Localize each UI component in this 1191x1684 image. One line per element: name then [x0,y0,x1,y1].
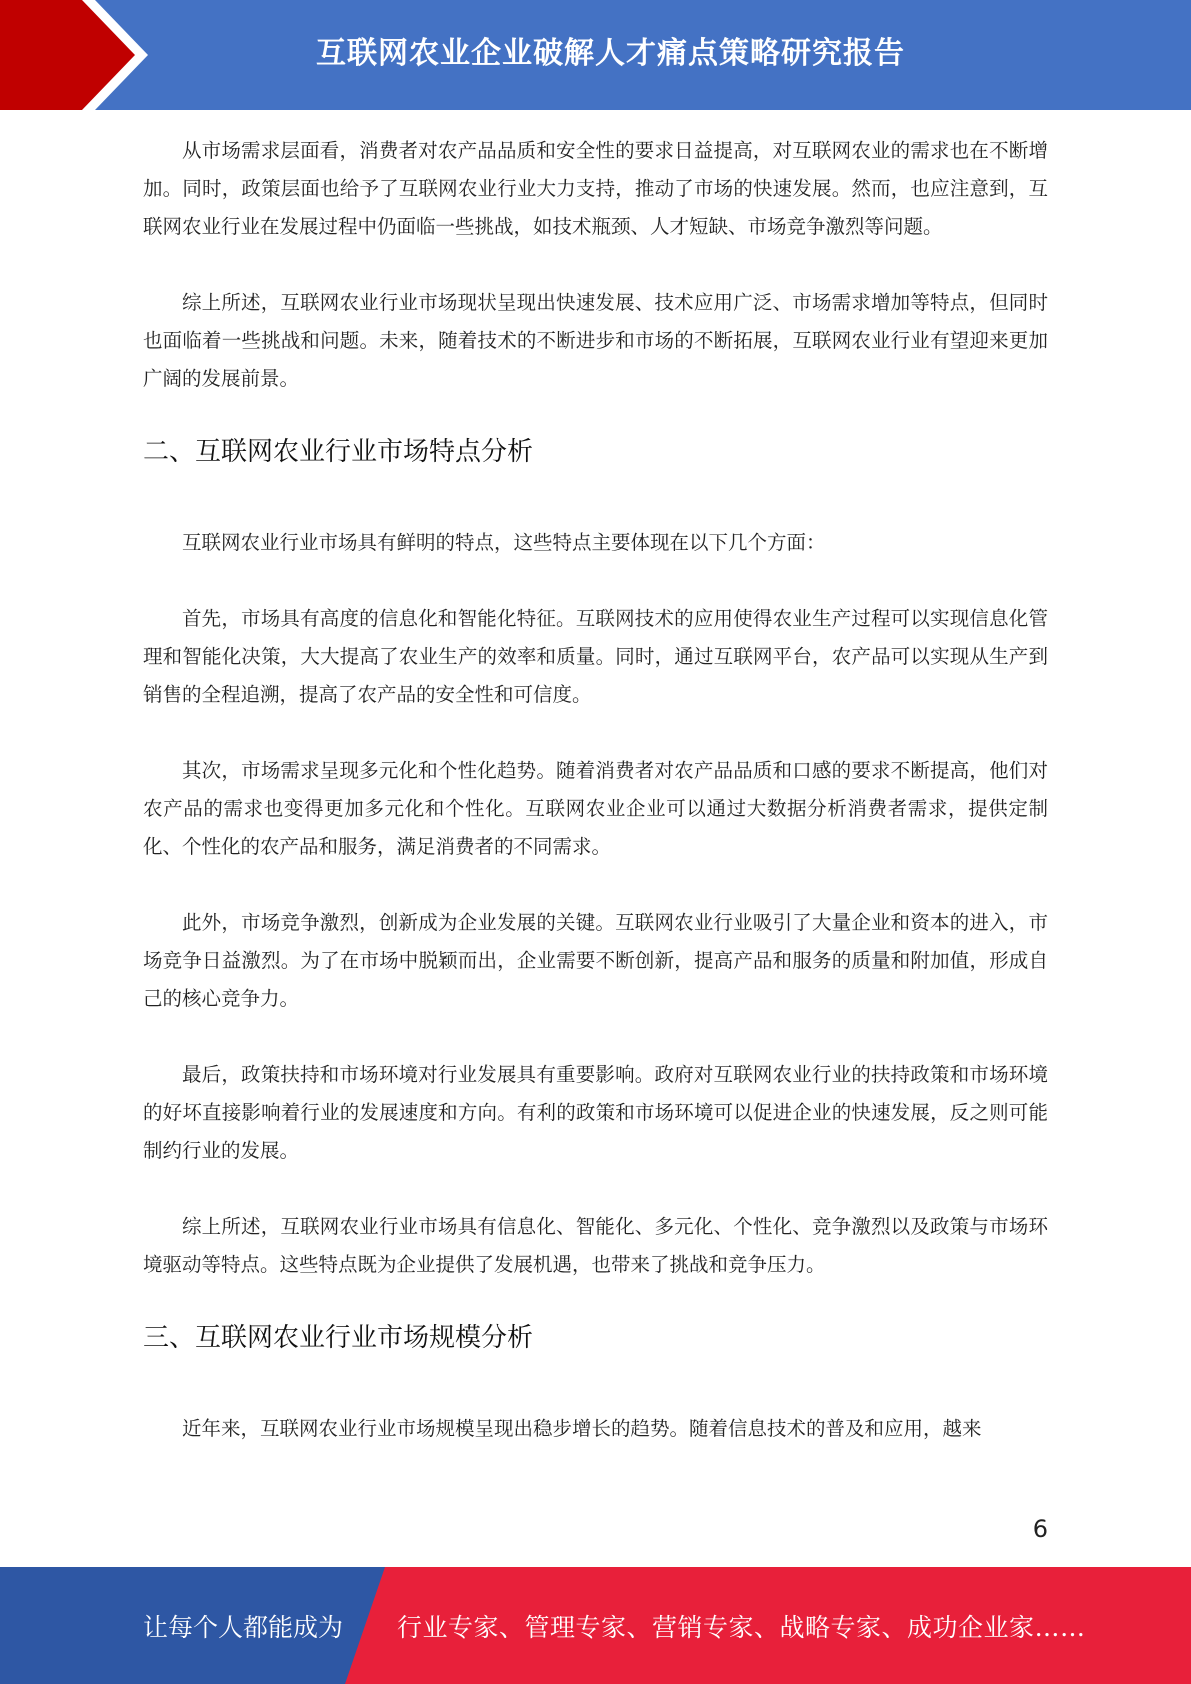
header-red-chevron [0,0,150,110]
paragraph-market-size: 近年来，互联网农业行业市场规模呈现出稳步增长的趋势。随着信息技术的普及和应用，越来 [182,1417,982,1440]
page-footer [0,1567,1191,1684]
page-body [143,132,1048,1448]
paragraph-summary-status: 综上所述，互联网农业行业市场现状呈现出快速发展、技术应用广泛、市场需求增加等特点，但同时也面临着一些挑战和问题。未来，随着技术的不断进步和市场的不断拓展，互联网农业行业有望迎来更加广阔的发展前景。 [143,291,1048,390]
section-heading-market-size: 三、互联网农业行业市场规模分析 [143,1323,534,1353]
section-heading-characteristics: 二、互联网农业行业市场特点分析 [143,437,534,467]
page-header [0,0,1191,110]
paragraph-summary-characteristics: 综上所述，互联网农业行业市场具有信息化、智能化、多元化、个性化、竞争激烈以及政策与市场环境驱动等特点。这些特点既为企业提供了发展机遇，也带来了挑战和竞争压力。 [143,1215,1048,1276]
paragraph-market-demand: 从市场需求层面看，消费者对农产品品质和安全性的要求日益提高，对互联网农业的需求也在不断增加。同时，政策层面也给予了互联网农业行业大力支持，推动了市场的快速发展。然而，也应注意到，互联网农业行业在发展过程中仍面临一些挑战，如技术瓶颈、人才短缺、市场竞争激烈等问题。 [143,139,1048,238]
footer-slogan-right: 行业专家、管理专家、营销专家、战略专家、成功企业家…… [397,1612,1086,1642]
paragraph-characteristics-intro: 互联网农业行业市场具有鲜明的特点，这些特点主要体现在以下几个方面： [182,531,826,554]
footer-slogan-left: 让每个人都能成为 [143,1612,344,1642]
paragraph-finally: 最后，政策扶持和市场环境对行业发展具有重要影响。政府对互联网农业行业的扶持政策和市场环境的好坏直接影响着行业的发展速度和方向。有利的政策和市场环境可以促进企业的快速发展，反之则可能制约行业的发展。 [143,1063,1048,1162]
page-number: 6 [1032,1515,1048,1543]
paragraph-first: 首先，市场具有高度的信息化和智能化特征。互联网技术的应用使得农业生产过程可以实现信息化管理和智能化决策，大大提高了农业生产的效率和质量。同时，通过互联网平台，农产品可以实现从生产到销售的全程追溯，提高了农产品的安全性和可信度。 [143,607,1048,706]
paragraph-additionally: 此外，市场竞争激烈，创新成为企业发展的关键。互联网农业行业吸引了大量企业和资本的进入，市场竞争日益激烈。为了在市场中脱颖而出，企业需要不断创新，提高产品和服务的质量和附加值，形成自己的核心竞争力。 [143,911,1048,1010]
report-title: 互联网农业企业破解人才痛点策略研究报告 [316,36,905,71]
paragraph-second: 其次，市场需求呈现多元化和个性化趋势。随着消费者对农产品品质和口感的要求不断提高，他们对农产品的需求也变得更加多元化和个性化。互联网农业企业可以通过大数据分析消费者需求，提供定制化、个性化的农产品和服务，满足消费者的不同需求。 [143,759,1048,858]
